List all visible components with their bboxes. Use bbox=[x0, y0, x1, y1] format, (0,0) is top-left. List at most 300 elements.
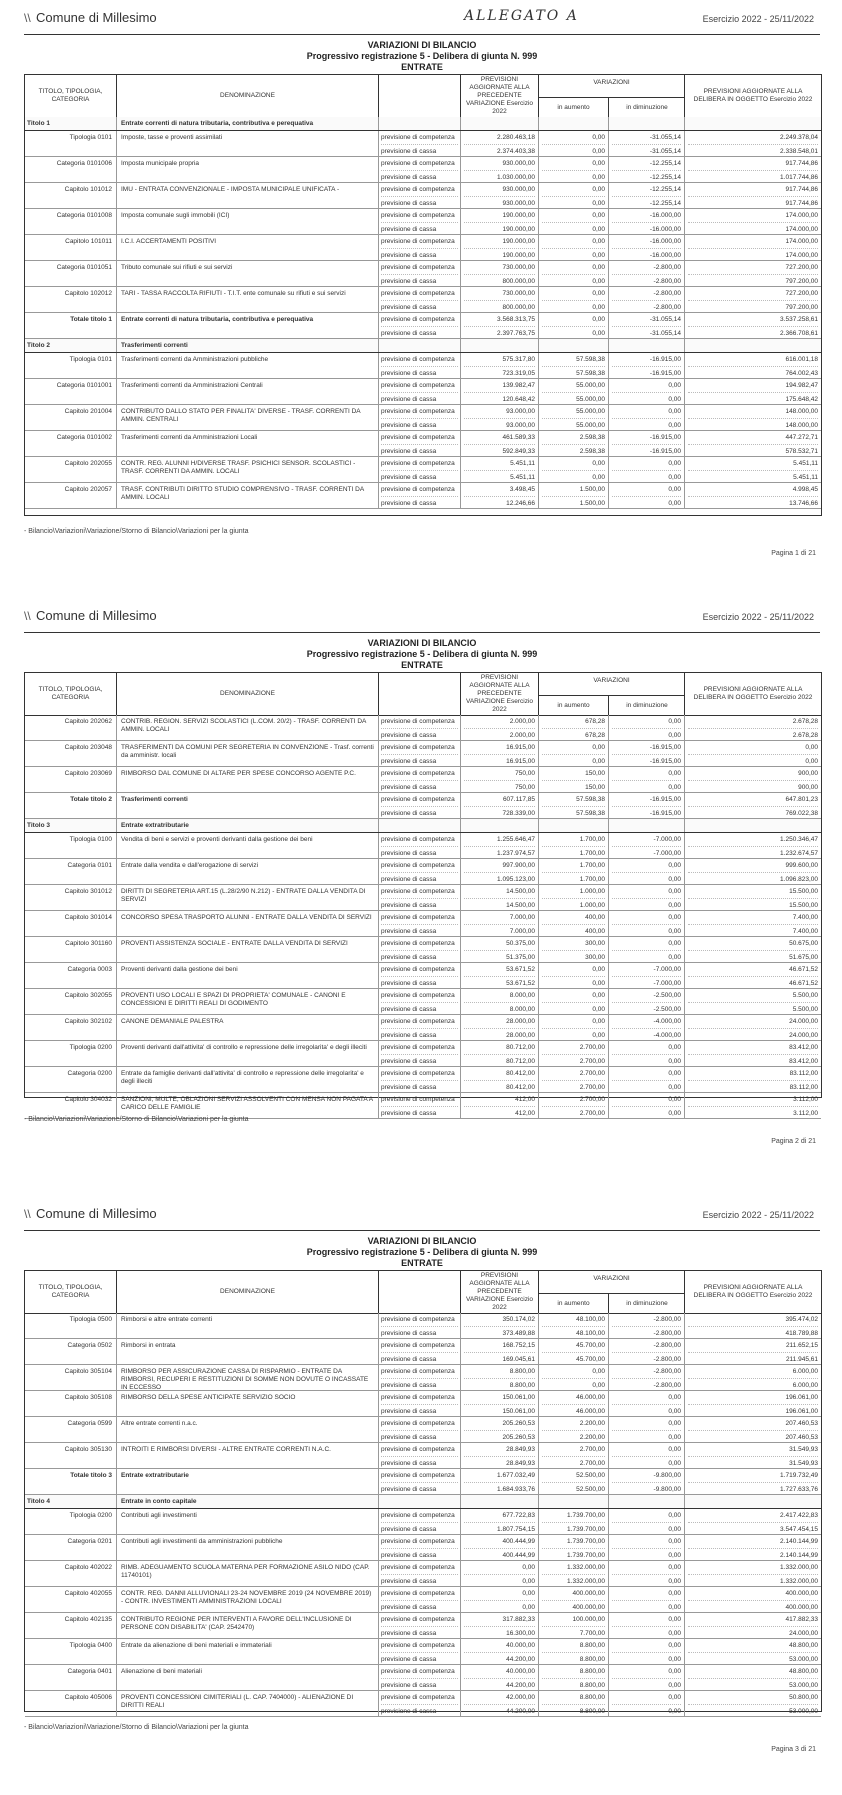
value-aumento-competenza: 400.000,00 bbox=[542, 1587, 605, 1601]
value-aumento-competenza: 52.500,00 bbox=[542, 1469, 605, 1483]
table-row bbox=[25, 1587, 821, 1613]
row-previsione-type bbox=[379, 911, 461, 936]
type-competenza: previsione di competenza bbox=[381, 1613, 458, 1627]
value-diminuzione-cassa: -16.915,00 bbox=[612, 367, 681, 378]
empty-cell bbox=[685, 1495, 821, 1508]
value-nuova-cassa: 2.338.548,01 bbox=[688, 145, 818, 156]
col-header-denominazione: DENOMINAZIONE bbox=[117, 75, 379, 117]
value-aumento-competenza: 400,00 bbox=[542, 911, 605, 925]
row-previsione-type bbox=[379, 313, 461, 338]
value-precedente-cassa: 800.000,00 bbox=[464, 275, 535, 286]
value-diminuzione-cassa: 0,00 bbox=[612, 781, 681, 792]
value-precedente-competenza: 997.900,00 bbox=[464, 859, 535, 873]
value-precedente-cassa: 728.339,00 bbox=[464, 807, 535, 818]
value-diminuzione-competenza: -2.800,00 bbox=[612, 261, 681, 275]
value-aumento-cassa: 1.500,00 bbox=[542, 497, 605, 508]
row-previsione-type bbox=[379, 209, 461, 234]
value-nuova-competenza: 400.000,00 bbox=[688, 1587, 818, 1601]
value-nuova-competenza: 999.600,00 bbox=[688, 859, 818, 873]
row-previsione-type bbox=[379, 483, 461, 508]
value-precedente-competenza: 930.000,00 bbox=[464, 157, 535, 171]
row-denominazione: Entrate da alienazione di beni materiali e immateriali bbox=[117, 1639, 379, 1664]
type-cassa: previsione di cassa bbox=[381, 1431, 458, 1442]
row-previsione-type bbox=[379, 1417, 461, 1442]
value-diminuzione-competenza: -4.000,00 bbox=[612, 1015, 681, 1029]
type-competenza: previsione di competenza bbox=[381, 1587, 458, 1601]
document-page-1 bbox=[24, 0, 820, 596]
row-denominazione: TRASFERIMENTI DA COMUNI PER SEGRETERIA IN CONVENZIONE - Trasf. correnti da amministr. locali bbox=[117, 741, 379, 766]
table-row bbox=[25, 1561, 821, 1587]
col-header-denominazione: DENOMINAZIONE bbox=[117, 1271, 379, 1313]
row-denominazione: CONTRIBUTO DALLO STATO PER FINALITA' DIVERSE - TRASF. CORRENTI DA AMMIN. CENTRALI bbox=[117, 405, 379, 430]
value-diminuzione-competenza: 0,00 bbox=[612, 483, 681, 497]
value-precedente bbox=[461, 483, 539, 508]
table-row bbox=[25, 1639, 821, 1665]
value-diminuzione-cassa: 0,00 bbox=[612, 1055, 681, 1066]
value-nuova-competenza: 900,00 bbox=[688, 767, 818, 781]
value-nuova-competenza: 5.500,00 bbox=[688, 989, 818, 1003]
value-precedente-cassa: 8.800,00 bbox=[464, 1379, 535, 1390]
row-denominazione: Rimborsi e altre entrate correnti bbox=[117, 1313, 379, 1338]
value-nuova-cassa: 83.112,00 bbox=[688, 1081, 818, 1092]
empty-cell bbox=[379, 1495, 461, 1508]
value-diminuzione-competenza: 0,00 bbox=[612, 715, 681, 729]
value-nuova-cassa: 797.200,00 bbox=[688, 301, 818, 312]
value-precedente-competenza: 8.800,00 bbox=[464, 1365, 535, 1379]
value-diminuzione-cassa: 0,00 bbox=[612, 393, 681, 404]
type-cassa: previsione di cassa bbox=[381, 1081, 458, 1092]
table-row bbox=[25, 261, 821, 287]
value-nuova bbox=[685, 989, 821, 1014]
table-row bbox=[25, 1535, 821, 1561]
doc-subtitle: Progressivo registrazione 5 - Delibera di giunta N. 999 bbox=[306, 649, 538, 659]
value-precedente bbox=[461, 261, 539, 286]
value-diminuzione-competenza: 0,00 bbox=[612, 859, 681, 873]
value-aumento-cassa: 55.000,00 bbox=[542, 419, 605, 430]
value-nuova-cassa: 400.000,00 bbox=[688, 1601, 818, 1612]
empty-cell bbox=[461, 339, 539, 352]
value-nuova-competenza: 50.675,00 bbox=[688, 937, 818, 951]
table-row bbox=[25, 157, 821, 183]
value-precedente-cassa: 5.451,11 bbox=[464, 471, 535, 482]
value-diminuzione-cassa: -2.500,00 bbox=[612, 1003, 681, 1014]
value-nuova bbox=[685, 1469, 821, 1494]
value-aumento bbox=[539, 235, 609, 260]
value-precedente-cassa: 51.375,00 bbox=[464, 951, 535, 962]
row-denominazione: Entrate in conto capitale bbox=[117, 1495, 379, 1508]
value-nuova-competenza: 207.460,53 bbox=[688, 1417, 818, 1431]
col-header-type bbox=[379, 673, 461, 715]
title-block bbox=[24, 1236, 820, 1269]
row-previsione-type bbox=[379, 793, 461, 818]
value-precedente-competenza: 50.375,00 bbox=[464, 937, 535, 951]
row-previsione-type bbox=[379, 131, 461, 156]
row-previsione-type bbox=[379, 1339, 461, 1364]
row-denominazione: RIMBORSO PER ASSICURAZIONE CASSA DI RISPARMIO - ENTRATE DA RIMBORSI, RECUPERI E RESTITUZIONI DI SOMME NON DOVUTE O INCASSATE IN ECCESSO bbox=[117, 1365, 379, 1390]
value-nuova-cassa: 15.500,00 bbox=[688, 899, 818, 910]
value-diminuzione-competenza: 0,00 bbox=[612, 1665, 681, 1679]
value-diminuzione-competenza: 0,00 bbox=[612, 1561, 681, 1575]
value-precedente-cassa: 750,00 bbox=[464, 781, 535, 792]
value-aumento bbox=[539, 1365, 609, 1390]
value-aumento-competenza: 2.700,00 bbox=[542, 1443, 605, 1457]
type-competenza: previsione di competenza bbox=[381, 431, 458, 445]
type-cassa: previsione di cassa bbox=[381, 729, 458, 740]
value-precedente bbox=[461, 989, 539, 1014]
value-diminuzione bbox=[609, 911, 685, 936]
col-header-type bbox=[379, 1271, 461, 1313]
row-code: Capitolo 101012 bbox=[25, 183, 117, 208]
type-cassa: previsione di cassa bbox=[381, 367, 458, 378]
col-header-diminuzione: in diminuzione bbox=[609, 1293, 685, 1313]
value-precedente-cassa: 28.849,93 bbox=[464, 1457, 535, 1468]
page-header bbox=[24, 608, 820, 628]
row-previsione-type bbox=[379, 235, 461, 260]
value-nuova-competenza: 4.998,45 bbox=[688, 483, 818, 497]
value-diminuzione bbox=[609, 287, 685, 312]
empty-cell bbox=[539, 339, 609, 352]
type-competenza: previsione di competenza bbox=[381, 157, 458, 171]
value-precedente bbox=[461, 1093, 539, 1118]
row-previsione-type bbox=[379, 287, 461, 312]
value-aumento bbox=[539, 1613, 609, 1638]
value-precedente-competenza: 607.117,85 bbox=[464, 793, 535, 807]
value-nuova-cassa: 53.000,00 bbox=[688, 1705, 818, 1716]
row-denominazione: TARI - TASSA RACCOLTA RIFIUTI - T.I.T. ente comunale su rifiuti e sui servizi bbox=[117, 287, 379, 312]
type-competenza: previsione di competenza bbox=[381, 1509, 458, 1523]
empty-cell bbox=[609, 819, 685, 832]
value-diminuzione-cassa: 0,00 bbox=[612, 951, 681, 962]
value-precedente bbox=[461, 1443, 539, 1468]
value-aumento-cassa: 0,00 bbox=[542, 223, 605, 234]
value-nuova-competenza: 174.000,00 bbox=[688, 209, 818, 223]
value-precedente bbox=[461, 1391, 539, 1416]
value-diminuzione bbox=[609, 989, 685, 1014]
row-code: Capitolo 302102 bbox=[25, 1015, 117, 1040]
value-aumento-competenza: 0,00 bbox=[542, 1365, 605, 1379]
variazioni-table bbox=[24, 672, 822, 1117]
value-aumento bbox=[539, 1665, 609, 1690]
value-diminuzione bbox=[609, 431, 685, 456]
table-row bbox=[25, 989, 821, 1015]
table-row bbox=[25, 1443, 821, 1469]
value-aumento-competenza: 8.800,00 bbox=[542, 1691, 605, 1705]
row-previsione-type bbox=[379, 1509, 461, 1534]
value-precedente-competenza: 80.412,00 bbox=[464, 1067, 535, 1081]
type-cassa: previsione di cassa bbox=[381, 1627, 458, 1638]
value-precedente-cassa: 150.061,00 bbox=[464, 1405, 535, 1416]
value-diminuzione-competenza: 0,00 bbox=[612, 405, 681, 419]
value-nuova-competenza: 148.000,00 bbox=[688, 405, 818, 419]
value-aumento bbox=[539, 1339, 609, 1364]
type-competenza: previsione di competenza bbox=[381, 353, 458, 367]
value-nuova-competenza: 395.474,02 bbox=[688, 1313, 818, 1327]
value-nuova-cassa: 3.547.454,15 bbox=[688, 1523, 818, 1534]
value-nuova-competenza: 447.272,71 bbox=[688, 431, 818, 445]
value-precedente-cassa: 16.915,00 bbox=[464, 755, 535, 766]
value-aumento bbox=[539, 353, 609, 378]
value-precedente-competenza: 750,00 bbox=[464, 767, 535, 781]
row-code: Categoria 0101008 bbox=[25, 209, 117, 234]
type-competenza: previsione di competenza bbox=[381, 183, 458, 197]
value-aumento bbox=[539, 1015, 609, 1040]
value-diminuzione-competenza: 0,00 bbox=[612, 885, 681, 899]
value-nuova bbox=[685, 379, 821, 404]
esercizio-date: Esercizio 2022 - 25/11/2022 bbox=[702, 612, 814, 622]
value-precedente-competenza: 0,00 bbox=[464, 1561, 535, 1575]
value-diminuzione-cassa: 0,00 bbox=[612, 1457, 681, 1468]
type-competenza: previsione di competenza bbox=[381, 405, 458, 419]
value-nuova-cassa: 207.460,53 bbox=[688, 1431, 818, 1442]
value-nuova-cassa: 900,00 bbox=[688, 781, 818, 792]
value-diminuzione bbox=[609, 131, 685, 156]
row-denominazione: Trasferimenti correnti bbox=[117, 793, 379, 818]
value-nuova bbox=[685, 1443, 821, 1468]
value-nuova-cassa: 13.746,66 bbox=[688, 497, 818, 508]
value-aumento bbox=[539, 1443, 609, 1468]
row-denominazione: CONTRIB. REGION. SERVIZI SCOLASTICI (L.COM. 20/2) - TRASF. CORRENTI DA AMMIN. LOCALI bbox=[117, 715, 379, 740]
table-row bbox=[25, 859, 821, 885]
value-nuova bbox=[685, 1067, 821, 1092]
row-code: Categoria 0200 bbox=[25, 1067, 117, 1092]
value-aumento-cassa: 0,00 bbox=[542, 171, 605, 182]
row-code: Tipologia 0200 bbox=[25, 1041, 117, 1066]
value-diminuzione-competenza: 0,00 bbox=[612, 911, 681, 925]
row-code: Categoria 0599 bbox=[25, 1417, 117, 1442]
value-aumento-cassa: 2.598,38 bbox=[542, 445, 605, 456]
value-diminuzione bbox=[609, 1093, 685, 1118]
value-nuova bbox=[685, 457, 821, 482]
value-diminuzione-cassa: 0,00 bbox=[612, 419, 681, 430]
value-diminuzione bbox=[609, 313, 685, 338]
row-code: Capitolo 402055 bbox=[25, 1587, 117, 1612]
value-diminuzione-cassa: -12.255,14 bbox=[612, 171, 681, 182]
type-cassa: previsione di cassa bbox=[381, 249, 458, 260]
type-competenza: previsione di competenza bbox=[381, 1015, 458, 1029]
esercizio-date: Esercizio 2022 - 25/11/2022 bbox=[702, 14, 814, 24]
value-precedente-competenza: 80.712,00 bbox=[464, 1041, 535, 1055]
value-diminuzione bbox=[609, 937, 685, 962]
value-nuova-competenza: 174.000,00 bbox=[688, 235, 818, 249]
row-denominazione: Entrate correnti di natura tributaria, contributiva e perequativa bbox=[117, 313, 379, 338]
value-aumento bbox=[539, 1067, 609, 1092]
col-header-nuove-previsioni: PREVISIONI AGGIORNATE ALLA DELIBERA IN OGGETTO Esercizio 2022 bbox=[693, 686, 813, 701]
value-diminuzione bbox=[609, 1587, 685, 1612]
value-aumento bbox=[539, 457, 609, 482]
value-diminuzione-cassa: -2.800,00 bbox=[612, 301, 681, 312]
table-row bbox=[25, 1665, 821, 1691]
value-precedente-cassa: 1.237.974,57 bbox=[464, 847, 535, 858]
col-header-type bbox=[379, 75, 461, 117]
value-diminuzione-competenza: 0,00 bbox=[612, 379, 681, 393]
row-code: Categoria 0101002 bbox=[25, 431, 117, 456]
value-precedente bbox=[461, 209, 539, 234]
value-precedente bbox=[461, 1041, 539, 1066]
value-aumento-cassa: 2.700,00 bbox=[542, 1457, 605, 1468]
type-competenza: previsione di competenza bbox=[381, 1443, 458, 1457]
value-aumento bbox=[539, 1509, 609, 1534]
empty-cell bbox=[379, 339, 461, 352]
value-aumento bbox=[539, 183, 609, 208]
value-precedente-cassa: 169.045,61 bbox=[464, 1353, 535, 1364]
row-code: Capitolo 305130 bbox=[25, 1443, 117, 1468]
value-precedente-cassa: 190.000,00 bbox=[464, 249, 535, 260]
value-aumento-competenza: 100.000,00 bbox=[542, 1613, 605, 1627]
table-row bbox=[25, 1365, 821, 1391]
value-nuova bbox=[685, 715, 821, 740]
value-nuova-competenza: 2.140.144,99 bbox=[688, 1535, 818, 1549]
value-diminuzione-competenza: 0,00 bbox=[612, 1509, 681, 1523]
type-cassa: previsione di cassa bbox=[381, 1705, 458, 1716]
col-header-previsioni: PREVISIONI AGGIORNATE ALLA PRECEDENTE VARIAZIONE Esercizio 2022 bbox=[461, 75, 539, 117]
table-row bbox=[25, 833, 821, 859]
title-block bbox=[24, 638, 820, 671]
type-cassa: previsione di cassa bbox=[381, 1405, 458, 1416]
row-previsione-type bbox=[379, 1561, 461, 1586]
comune-logo-icon: \\ bbox=[24, 609, 31, 623]
value-aumento-cassa: 57.598,38 bbox=[542, 807, 605, 818]
col-header-code: TITOLO, TIPOLOGIA, CATEGORIA bbox=[25, 1271, 117, 1313]
value-aumento-competenza: 57.598,38 bbox=[542, 793, 605, 807]
value-precedente-cassa: 7.000,00 bbox=[464, 925, 535, 936]
value-precedente-cassa: 53.671,52 bbox=[464, 977, 535, 988]
type-cassa: previsione di cassa bbox=[381, 781, 458, 792]
value-aumento-cassa: 400,00 bbox=[542, 925, 605, 936]
value-diminuzione-competenza: -2.800,00 bbox=[612, 1365, 681, 1379]
row-previsione-type bbox=[379, 741, 461, 766]
value-diminuzione-cassa: -16.915,00 bbox=[612, 445, 681, 456]
value-nuova bbox=[685, 261, 821, 286]
value-aumento-competenza: 300,00 bbox=[542, 937, 605, 951]
value-diminuzione-cassa: 0,00 bbox=[612, 1549, 681, 1560]
value-diminuzione-cassa: -2.800,00 bbox=[612, 1379, 681, 1390]
value-nuova-competenza: 3.112,00 bbox=[688, 1093, 818, 1107]
row-denominazione: RIMBORSO DELLA SPESE ANTICIPATE SERVIZIO SOCIO bbox=[117, 1391, 379, 1416]
empty-cell bbox=[685, 819, 821, 832]
row-code: Categoria 0101051 bbox=[25, 261, 117, 286]
table-row bbox=[25, 131, 821, 157]
value-precedente-cassa: 93.000,00 bbox=[464, 419, 535, 430]
value-nuova bbox=[685, 963, 821, 988]
empty-cell bbox=[539, 117, 609, 130]
value-nuova bbox=[685, 235, 821, 260]
type-competenza: previsione di competenza bbox=[381, 1469, 458, 1483]
value-diminuzione-cassa: 0,00 bbox=[612, 873, 681, 884]
value-aumento-cassa: 8.800,00 bbox=[542, 1653, 605, 1664]
type-competenza: previsione di competenza bbox=[381, 1067, 458, 1081]
value-nuova bbox=[685, 209, 821, 234]
table-row bbox=[25, 1691, 821, 1717]
value-diminuzione bbox=[609, 379, 685, 404]
value-aumento-cassa: 150,00 bbox=[542, 781, 605, 792]
type-cassa: previsione di cassa bbox=[381, 223, 458, 234]
col-header-denominazione: DENOMINAZIONE bbox=[117, 673, 379, 715]
value-precedente bbox=[461, 183, 539, 208]
empty-cell bbox=[609, 117, 685, 130]
value-aumento bbox=[539, 431, 609, 456]
value-nuova-competenza: 24.000,00 bbox=[688, 1015, 818, 1029]
value-nuova-competenza: 5.451,11 bbox=[688, 457, 818, 471]
section-row bbox=[25, 1495, 821, 1509]
value-aumento-competenza: 46.000,00 bbox=[542, 1391, 605, 1405]
row-denominazione: Trasferimenti correnti da Amministrazioni Centrali bbox=[117, 379, 379, 404]
value-precedente-competenza: 930.000,00 bbox=[464, 183, 535, 197]
allegato-handwritten: ALLEGATO A bbox=[464, 8, 579, 24]
value-precedente bbox=[461, 1417, 539, 1442]
value-nuova bbox=[685, 1691, 821, 1716]
value-aumento bbox=[539, 405, 609, 430]
row-denominazione: CONTRIBUTO REGIONE PER INTERVENTI A FAVORE DELL'INCLUSIONE DI PERSONE CON DISABILITA' (CAP. 2542470) bbox=[117, 1613, 379, 1638]
col-header-variazioni: VARIAZIONI bbox=[539, 75, 685, 117]
value-nuova bbox=[685, 833, 821, 858]
value-precedente-cassa: 2.374.403,38 bbox=[464, 145, 535, 156]
value-nuova-competenza: 2.249.378,04 bbox=[688, 131, 818, 145]
type-cassa: previsione di cassa bbox=[381, 755, 458, 766]
empty-cell bbox=[539, 819, 609, 832]
table-row bbox=[25, 741, 821, 767]
total-row bbox=[25, 313, 821, 339]
value-aumento-cassa: 400.000,00 bbox=[542, 1601, 605, 1612]
row-code: Categoria 0003 bbox=[25, 963, 117, 988]
row-code: Capitolo 102012 bbox=[25, 287, 117, 312]
value-nuova bbox=[685, 1509, 821, 1534]
type-competenza: previsione di competenza bbox=[381, 287, 458, 301]
value-nuova bbox=[685, 767, 821, 792]
value-aumento-competenza: 0,00 bbox=[542, 287, 605, 301]
page-header bbox=[24, 10, 820, 30]
value-diminuzione-competenza: 0,00 bbox=[612, 1067, 681, 1081]
value-precedente-cassa: 400.444,99 bbox=[464, 1549, 535, 1560]
row-previsione-type bbox=[379, 261, 461, 286]
row-code: Capitolo 202055 bbox=[25, 457, 117, 482]
value-precedente-competenza: 139.982,47 bbox=[464, 379, 535, 393]
value-diminuzione bbox=[609, 353, 685, 378]
value-precedente bbox=[461, 1339, 539, 1364]
value-diminuzione-competenza: -9.800,00 bbox=[612, 1469, 681, 1483]
value-precedente bbox=[461, 767, 539, 792]
value-aumento-cassa: 678,28 bbox=[542, 729, 605, 740]
value-nuova bbox=[685, 1365, 821, 1390]
value-aumento bbox=[539, 379, 609, 404]
value-aumento-cassa: 7.700,00 bbox=[542, 1627, 605, 1638]
value-aumento bbox=[539, 1093, 609, 1118]
row-code: Capitolo 202057 bbox=[25, 483, 117, 508]
value-precedente bbox=[461, 715, 539, 740]
value-aumento-competenza: 8.800,00 bbox=[542, 1639, 605, 1653]
value-diminuzione bbox=[609, 767, 685, 792]
value-nuova bbox=[685, 287, 821, 312]
value-aumento-cassa: 55.000,00 bbox=[542, 393, 605, 404]
row-denominazione: INTROITI E RIMBORSI DIVERSI - ALTRE ENTRATE CORRENTI N.A.C. bbox=[117, 1443, 379, 1468]
value-precedente-cassa: 723.319,05 bbox=[464, 367, 535, 378]
value-diminuzione-cassa: -16.000,00 bbox=[612, 223, 681, 234]
value-nuova-competenza: 15.500,00 bbox=[688, 885, 818, 899]
row-code: Capitolo 301014 bbox=[25, 911, 117, 936]
value-precedente-competenza: 5.451,11 bbox=[464, 457, 535, 471]
value-nuova-cassa: 24.000,00 bbox=[688, 1029, 818, 1040]
value-aumento-cassa: 2.700,00 bbox=[542, 1081, 605, 1092]
type-cassa: previsione di cassa bbox=[381, 1107, 458, 1118]
row-denominazione: Imposta comunale sugli immobili (ICI) bbox=[117, 209, 379, 234]
value-nuova-competenza: 211.652,15 bbox=[688, 1339, 818, 1353]
row-code: Categoria 0101006 bbox=[25, 157, 117, 182]
value-aumento bbox=[539, 859, 609, 884]
row-denominazione: Contributi agli investimenti da amministrazioni pubbliche bbox=[117, 1535, 379, 1560]
table-row bbox=[25, 885, 821, 911]
value-diminuzione-cassa: -12.255,14 bbox=[612, 197, 681, 208]
table-row bbox=[25, 379, 821, 405]
type-competenza: previsione di competenza bbox=[381, 1313, 458, 1327]
